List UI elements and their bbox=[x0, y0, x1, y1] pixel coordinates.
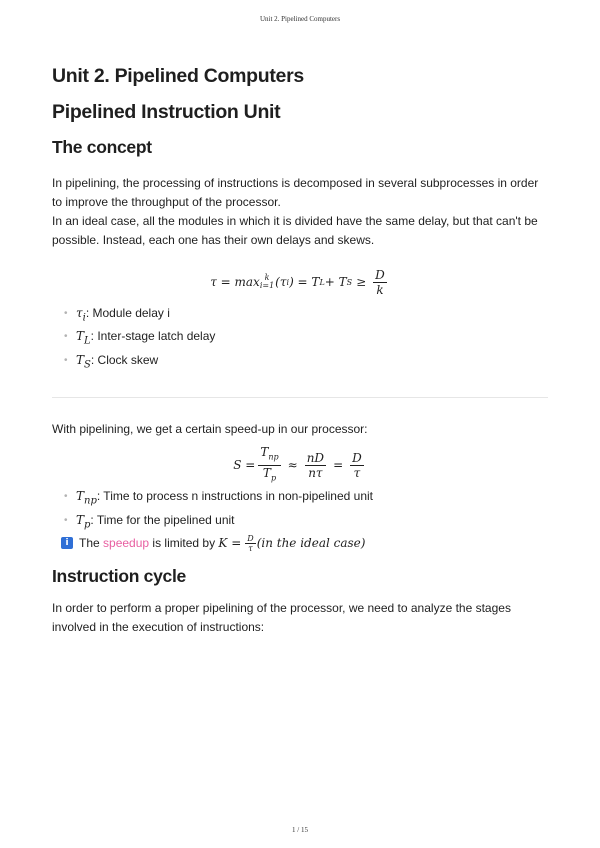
formula-sub: i=1 bbox=[259, 281, 275, 290]
formula-plus: + T bbox=[324, 275, 347, 289]
denominator-symbol: T bbox=[262, 465, 271, 480]
numerator-sub: np bbox=[268, 452, 279, 462]
formula-args-close: ) = T bbox=[289, 275, 320, 289]
bullet-symbol: T bbox=[76, 329, 85, 344]
formula-sup: k bbox=[264, 273, 270, 282]
bullet-symbol-sub: i bbox=[82, 312, 86, 324]
speedup-fraction-2 bbox=[305, 451, 326, 480]
bullet-symbol: T bbox=[76, 512, 85, 527]
list-item bbox=[52, 304, 548, 327]
concept-paragraph-1: In pipelining, the processing of instructions is decomposed in several subprocesses in order to improve the throughput of the processor. bbox=[52, 176, 539, 209]
numerator-symbol: T bbox=[260, 445, 269, 460]
document-content bbox=[52, 62, 548, 637]
speedup-fraction-3 bbox=[350, 451, 364, 480]
section-divider bbox=[52, 397, 548, 398]
callout-highlight: speedup bbox=[103, 535, 150, 550]
page-number: 1 / 15 bbox=[292, 826, 308, 834]
callout-tail: (in the ideal case) bbox=[256, 535, 366, 550]
list-item bbox=[52, 487, 548, 510]
callout-pre: The bbox=[79, 535, 104, 550]
bullet-symbol: τ bbox=[76, 306, 83, 320]
callout-k: K = bbox=[218, 535, 242, 550]
bullet-symbol-sub: L bbox=[84, 335, 91, 347]
formula-args-sub: i bbox=[286, 277, 290, 287]
speedup-lhs: S = bbox=[233, 458, 256, 473]
equals-sign: = bbox=[333, 458, 344, 473]
bullet-text: : Clock skew bbox=[90, 352, 159, 367]
fraction-numerator: D bbox=[247, 533, 254, 543]
speedup-formula bbox=[52, 445, 548, 485]
formula-args: (τ bbox=[275, 275, 287, 289]
formula-geq: ≥ bbox=[356, 275, 367, 289]
fraction-numerator: nD bbox=[306, 450, 325, 465]
formula-ts-sub: S bbox=[346, 277, 353, 287]
delay-formula bbox=[52, 264, 548, 300]
bullet-symbol: T bbox=[76, 489, 85, 504]
bullet-symbol-sub: S bbox=[84, 359, 91, 371]
speedup-bullet-list bbox=[52, 487, 548, 534]
concept-paragraph-2: In an ideal case, all the modules in which it is divided have the same delay, but that can't be possible. Instead, each one has their own delays and skews. bbox=[52, 214, 538, 247]
list-item bbox=[52, 511, 548, 534]
speedup-callout bbox=[61, 534, 548, 553]
concept-bullet-list bbox=[52, 304, 548, 374]
fraction-numerator bbox=[258, 445, 280, 465]
subsection-title-cycle: Instruction cycle bbox=[52, 565, 186, 586]
bullet-text: : Module delay i bbox=[85, 306, 170, 320]
fraction-denominator bbox=[261, 466, 278, 485]
callout-fraction bbox=[245, 534, 255, 553]
list-item bbox=[52, 327, 548, 350]
denominator-sub: p bbox=[270, 473, 277, 483]
fraction-denominator: τ bbox=[248, 543, 253, 553]
speedup-fraction-1 bbox=[258, 445, 280, 485]
fraction-denominator: τ bbox=[353, 465, 361, 480]
bullet-symbol-sub: np bbox=[84, 495, 97, 507]
bullet-symbol-sub: p bbox=[84, 518, 91, 530]
speedup-intro: With pipelining, we get a certain speed-up in our processor: bbox=[52, 422, 368, 437]
document-title: Unit 2. Pipelined Computers bbox=[52, 65, 304, 87]
bullet-text: : Inter-stage latch delay bbox=[90, 329, 216, 344]
fraction-denominator: k bbox=[376, 282, 384, 297]
fraction-numerator: D bbox=[352, 450, 362, 465]
bullet-symbol: T bbox=[76, 352, 85, 367]
bullet-text: : Time for the pipelined unit bbox=[90, 512, 235, 527]
cycle-paragraph: In order to perform a proper pipelining of the processor, we need to analyze the stages involved in the execution of instructions: bbox=[52, 600, 511, 634]
fraction-numerator: D bbox=[375, 267, 385, 282]
running-header: Unit 2. Pipelined Computers bbox=[259, 15, 341, 23]
subsection-title-concept: The concept bbox=[52, 137, 152, 157]
fraction-denominator: nτ bbox=[308, 465, 323, 480]
approx-sign: ≈ bbox=[287, 458, 298, 473]
formula-fraction bbox=[373, 268, 387, 297]
callout-mid: is limited by bbox=[149, 535, 219, 550]
formula-lhs: τ = max bbox=[210, 275, 260, 289]
section-title: Pipelined Instruction Unit bbox=[52, 101, 281, 123]
bullet-text: : Time to process n instructions in non-pipelined unit bbox=[96, 489, 374, 504]
formula-tl-sub: L bbox=[319, 277, 325, 287]
list-item bbox=[52, 351, 548, 374]
info-icon: i bbox=[61, 537, 73, 549]
